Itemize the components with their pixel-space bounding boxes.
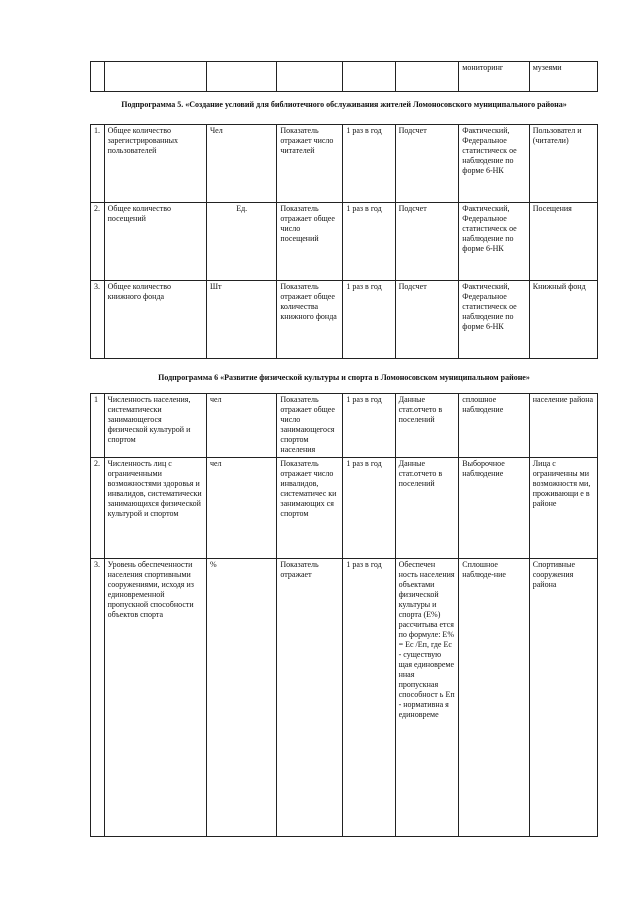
definition: Показатель отражает (277, 559, 343, 837)
table-cell: музеями (529, 62, 597, 92)
unit: Шт (206, 281, 276, 359)
definition: Показатель отражает общее число занимающегося спортом населения (277, 394, 343, 458)
calculation: Подсчет (395, 203, 459, 281)
table-row (91, 281, 598, 359)
row-number: 2. (91, 203, 105, 281)
table-row (91, 458, 598, 559)
table-row (91, 203, 598, 281)
row-number: 3. (91, 559, 105, 837)
definition: Показатель отражает число читателей (277, 125, 343, 203)
top-table (90, 61, 598, 92)
periodicity: 1 раз в год (343, 125, 395, 203)
table-row (91, 394, 598, 458)
collection-method: Фактический, Федеральное статистическ ое наблюдение по форме 6-НК (459, 125, 529, 203)
table-cell (206, 62, 276, 92)
definition: Показатель отражает число инвалидов, систематичес ки занимающих ся спортом (277, 458, 343, 559)
table-cell (277, 62, 343, 92)
indicator-name: Общее количество зарегистрированных пользователей (104, 125, 206, 203)
population: население района (529, 394, 597, 458)
table-row (91, 62, 598, 92)
calculation: Данные стат.отчето в поселений (395, 458, 459, 559)
table-cell (91, 62, 105, 92)
indicator-name: Численность лиц с ограниченными возможностями здоровья и инвалидов, систематически занимающихся физической культурой и спортом (104, 458, 206, 559)
indicator-name: Общее количество книжного фонда (104, 281, 206, 359)
row-number: 1. (91, 125, 105, 203)
population: Лица с ограниченны ми возможностя ми, проживающи е в районе (529, 458, 597, 559)
calculation: Данные стат.отчето в поселений (395, 394, 459, 458)
unit: % (206, 559, 276, 837)
population: Пользовател и (читатели) (529, 125, 597, 203)
row-number: 3. (91, 281, 105, 359)
population: Спортивные сооружения района (529, 559, 597, 837)
unit: Чел (206, 125, 276, 203)
periodicity: 1 раз в год (343, 281, 395, 359)
collection-method: Сплошное наблюде-ние (459, 559, 529, 837)
definition: Показатель отражает общее число посещений (277, 203, 343, 281)
section5-heading: Подпрограмма 5. «Создание условий для библиотечного обслуживания жителей Ломоносовского муниципального района» (121, 100, 567, 109)
calculation: Подсчет (395, 281, 459, 359)
unit: чел (206, 394, 276, 458)
indicator-name: Уровень обеспеченности населения спортивными сооружениями, исходя из единовременной пропускной способности объектов спорта (104, 559, 206, 837)
table-cell (104, 62, 206, 92)
population: Книжный фонд (529, 281, 597, 359)
row-number: 1 (91, 394, 105, 458)
collection-method: Фактический, Федеральное статистическ ое наблюдение по форме 6-НК (459, 281, 529, 359)
unit: чел (206, 458, 276, 559)
periodicity: 1 раз в год (343, 458, 395, 559)
periodicity: 1 раз в год (343, 559, 395, 837)
indicator-name: Общее количество посещений (104, 203, 206, 281)
collection-method: Фактический, Федеральное статистическ ое наблюдение по форме 6-НК (459, 203, 529, 281)
definition: Показатель отражает общее количества книжного фонда (277, 281, 343, 359)
table-cell: мониторинг (459, 62, 529, 92)
table-row (91, 125, 598, 203)
unit: Ед. (206, 203, 276, 281)
collection-method: Выборочное наблюдение (459, 458, 529, 559)
collection-method: сплошное наблюдение (459, 394, 529, 458)
section5-table (90, 124, 598, 359)
periodicity: 1 раз в год (343, 394, 395, 458)
table-row (91, 559, 598, 837)
calculation: Подсчет (395, 125, 459, 203)
section6-heading: Подпрограмма 6 «Развитие физической культуры и спорта в Ломоносовском муниципальном районе» (158, 373, 530, 382)
row-number: 2. (91, 458, 105, 559)
periodicity: 1 раз в год (343, 203, 395, 281)
calculation: Обеспечен ность населения объектами физической культуры и спорта (Е%) рассчитыва ется по формуле: Е% = Ес /Еп, где Ес - существую щая единовреме нная пропускная способност ь Еп - нормативна я единовреме (395, 559, 459, 837)
population: Посещения (529, 203, 597, 281)
table-cell (343, 62, 395, 92)
table-cell (395, 62, 459, 92)
indicator-name: Численность населения, систематически занимающегося физической культурой и спортом (104, 394, 206, 458)
section6-table (90, 393, 598, 837)
